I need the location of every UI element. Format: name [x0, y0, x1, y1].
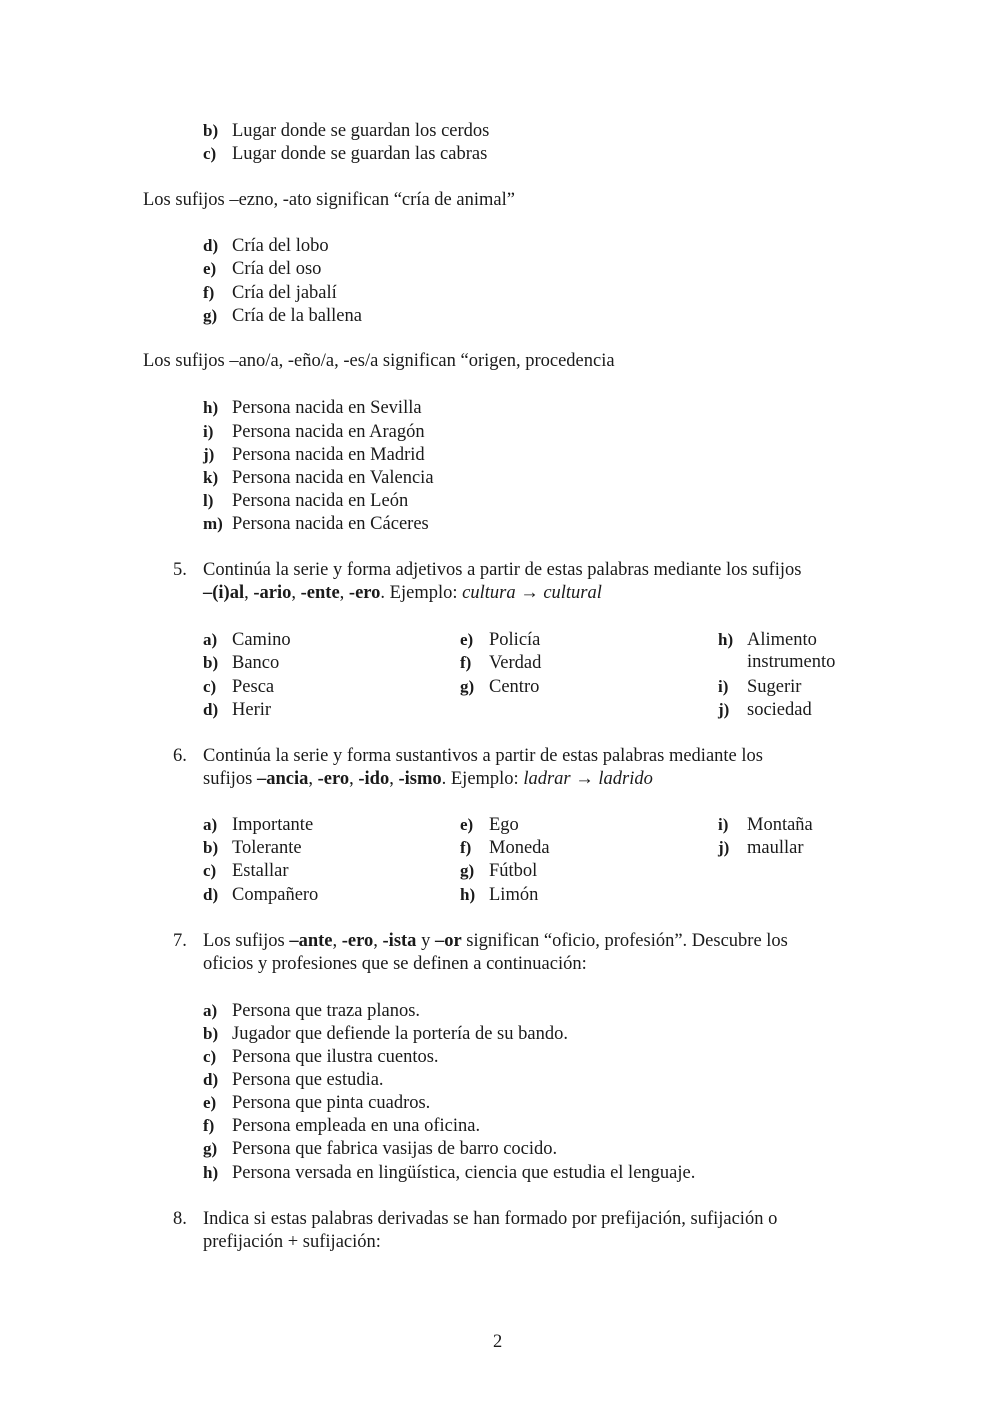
list-item — [203, 234, 329, 258]
exercise-5-number: 5. — [173, 560, 187, 580]
item-label: h) — [203, 1163, 219, 1182]
exercise-7-instruction-line2: oficios y profesiones que se definen a continuación: — [203, 954, 587, 974]
list-item — [203, 999, 420, 1023]
item-text: Estallar — [232, 861, 289, 881]
list-item — [718, 698, 812, 722]
list-item — [203, 420, 425, 444]
list-item — [203, 466, 434, 490]
example: ladrar → ladrido — [523, 769, 653, 789]
item-text: Tolerante — [232, 838, 302, 858]
item-label: j) — [718, 700, 730, 719]
item-label: a) — [203, 1001, 218, 1020]
example: cultura → cultural — [462, 583, 602, 603]
item-label: b) — [203, 653, 219, 672]
item-text: Persona nacida en Sevilla — [232, 398, 422, 418]
item-text: Sugerir — [747, 677, 802, 697]
list-item — [203, 1137, 557, 1161]
item-label: f) — [203, 283, 215, 302]
item-label: g) — [460, 677, 475, 696]
list-item — [460, 651, 541, 675]
item-label: d) — [203, 885, 219, 904]
item-text: sociedad — [747, 700, 812, 720]
suffix: -ero — [348, 583, 381, 603]
item-label: f) — [460, 838, 472, 857]
exercise-5-instruction-line1: Continúa la serie y forma adjetivos a partir de estas palabras mediante los sufijos — [203, 560, 802, 580]
list-item — [203, 651, 279, 675]
item-label: d) — [203, 700, 219, 719]
list-item — [203, 489, 408, 513]
item-label: i) — [718, 815, 729, 834]
item-text: Cría de la ballena — [232, 306, 362, 326]
separator: y — [416, 931, 435, 951]
list-item — [203, 142, 487, 166]
exercise-7-number: 7. — [173, 931, 187, 951]
list-item — [718, 675, 801, 699]
suffix: -ismo — [398, 769, 442, 789]
item-label: b) — [203, 121, 219, 140]
item-text: Centro — [489, 677, 540, 697]
item-label: g) — [203, 1139, 218, 1158]
item-label: k) — [203, 468, 219, 487]
separator: , — [373, 931, 383, 951]
item-label: c) — [203, 677, 217, 696]
suffix: –ancia — [256, 769, 309, 789]
item-label: d) — [203, 1070, 219, 1089]
suffix: -ario — [253, 583, 292, 603]
text: significan “oficio, profesión”. Descubre los — [461, 931, 788, 951]
item-label: b) — [203, 1024, 219, 1043]
list-item — [203, 836, 302, 860]
text: sufijos — [203, 769, 257, 789]
exercise-8-number: 8. — [173, 1209, 187, 1229]
item-text: Cría del jabalí — [232, 283, 337, 303]
item-text: Lugar donde se guardan los cerdos — [232, 121, 490, 141]
list-item — [460, 675, 539, 699]
list-item — [718, 628, 817, 652]
item-label: c) — [203, 861, 217, 880]
item-text: Lugar donde se guardan las cabras — [232, 144, 488, 164]
separator: , — [339, 583, 349, 603]
example-label: . Ejemplo: — [380, 583, 463, 603]
item-text: Herir — [232, 700, 272, 720]
exercise-5-instruction-line2 — [203, 582, 602, 605]
suffix: –(i)al — [203, 583, 245, 603]
exercise-7-instruction-line1 — [203, 930, 788, 953]
list-item — [203, 1022, 568, 1046]
list-item — [203, 257, 321, 281]
list-item — [460, 813, 519, 837]
list-item — [203, 281, 337, 305]
example-label: . Ejemplo: — [441, 769, 524, 789]
separator: , — [244, 583, 254, 603]
list-item — [203, 883, 318, 907]
list-item — [203, 1114, 480, 1138]
list-item — [460, 836, 550, 860]
separator: , — [389, 769, 399, 789]
item-text: Fútbol — [489, 861, 538, 881]
list-item — [718, 813, 813, 837]
item-label: e) — [460, 630, 474, 649]
list-item — [460, 883, 538, 907]
exercise-6-number: 6. — [173, 746, 187, 766]
list-item — [203, 813, 313, 837]
suffix: –or — [434, 931, 462, 951]
list-item — [203, 396, 422, 420]
item-text: Compañero — [232, 885, 319, 905]
item-label: j) — [203, 445, 215, 464]
item-label: h) — [718, 630, 734, 649]
text: Los sufijos — [203, 931, 290, 951]
item-label: f) — [460, 653, 472, 672]
list-item — [203, 119, 489, 143]
list-item — [203, 698, 271, 722]
item-label: l) — [203, 491, 214, 510]
item-label: g) — [203, 306, 218, 325]
item-text: Importante — [232, 815, 314, 835]
list-item — [460, 859, 537, 883]
list-item — [203, 1068, 384, 1092]
item-label: e) — [203, 259, 217, 278]
item-text: Montaña — [747, 815, 813, 835]
list-item — [718, 836, 804, 860]
suffix: -ero — [341, 931, 374, 951]
item-label: i) — [203, 422, 214, 441]
page-number: 2 — [493, 1332, 503, 1352]
list-item — [203, 1045, 439, 1069]
list-item — [203, 512, 429, 536]
list-item — [203, 443, 425, 467]
item-text-continuation: instrumento — [747, 652, 836, 672]
suffix: -ista — [382, 931, 417, 951]
item-text: Persona versada en lingüística, ciencia que estudia el lenguaje. — [232, 1163, 696, 1183]
item-label: d) — [203, 236, 219, 255]
item-text: maullar — [747, 838, 804, 858]
separator: , — [349, 769, 359, 789]
item-label: c) — [203, 1047, 217, 1066]
separator: , — [332, 931, 342, 951]
list-item — [203, 859, 289, 883]
item-label: j) — [718, 838, 730, 857]
item-label: i) — [718, 677, 729, 696]
item-text: Persona que estudia. — [232, 1070, 384, 1090]
item-text: Persona nacida en León — [232, 491, 409, 511]
item-text: Policía — [489, 630, 541, 650]
item-label: m) — [203, 514, 223, 533]
item-label: e) — [460, 815, 474, 834]
item-text: Banco — [232, 653, 280, 673]
list-item — [203, 304, 362, 328]
item-label: c) — [203, 144, 217, 163]
item-label: a) — [203, 815, 218, 834]
item-label: f) — [203, 1116, 215, 1135]
item-text: Alimento — [747, 630, 817, 650]
item-label: h) — [460, 885, 476, 904]
separator: , — [291, 583, 301, 603]
item-text: Cría del oso — [232, 259, 322, 279]
separator: , — [308, 769, 318, 789]
item-text: Pesca — [232, 677, 275, 697]
list-item — [203, 675, 274, 699]
item-text: Limón — [489, 885, 539, 905]
item-text: Persona nacida en Cáceres — [232, 514, 429, 534]
list-item — [203, 1091, 430, 1115]
item-label: b) — [203, 838, 219, 857]
item-text: Persona que pinta cuadros. — [232, 1093, 431, 1113]
exercise-8-instruction-line1: Indica si estas palabras derivadas se han formado por prefijación, sufijación o — [203, 1209, 778, 1229]
item-text: Persona que ilustra cuentos. — [232, 1047, 439, 1067]
item-text: Persona empleada en una oficina. — [232, 1116, 481, 1136]
item-label: e) — [203, 1093, 217, 1112]
section-heading-origen: Los sufijos –ano/a, -eño/a, -es/a significan “origen, procedencia — [143, 351, 615, 371]
list-item — [203, 1161, 695, 1185]
item-label: h) — [203, 398, 219, 417]
item-text: Moneda — [489, 838, 550, 858]
list-item — [203, 628, 291, 652]
suffix: -ero — [317, 769, 350, 789]
item-text: Persona nacida en Madrid — [232, 445, 425, 465]
item-text: Persona nacida en Aragón — [232, 422, 425, 442]
item-label: g) — [460, 861, 475, 880]
item-text: Verdad — [489, 653, 542, 673]
item-text: Camino — [232, 630, 291, 650]
suffix: -ido — [358, 769, 390, 789]
item-text: Persona nacida en Valencia — [232, 468, 434, 488]
item-text: Persona que fabrica vasijas de barro cocido. — [232, 1139, 558, 1159]
exercise-8-instruction-line2: prefijación + sufijación: — [203, 1232, 381, 1252]
item-text: Ego — [489, 815, 519, 835]
suffix: -ente — [300, 583, 340, 603]
exercise-6-instruction-line1: Continúa la serie y forma sustantivos a partir de estas palabras mediante los — [203, 746, 763, 766]
item-text: Cría del lobo — [232, 236, 329, 256]
suffix: –ante — [289, 931, 333, 951]
list-item — [460, 628, 540, 652]
item-text: Persona que traza planos. — [232, 1001, 421, 1021]
item-text: Jugador que defiende la portería de su bando. — [232, 1024, 568, 1044]
section-heading-cria: Los sufijos –ezno, -ato significan “cría de animal” — [143, 190, 515, 210]
exercise-6-instruction-line2 — [203, 768, 653, 791]
item-label: a) — [203, 630, 218, 649]
